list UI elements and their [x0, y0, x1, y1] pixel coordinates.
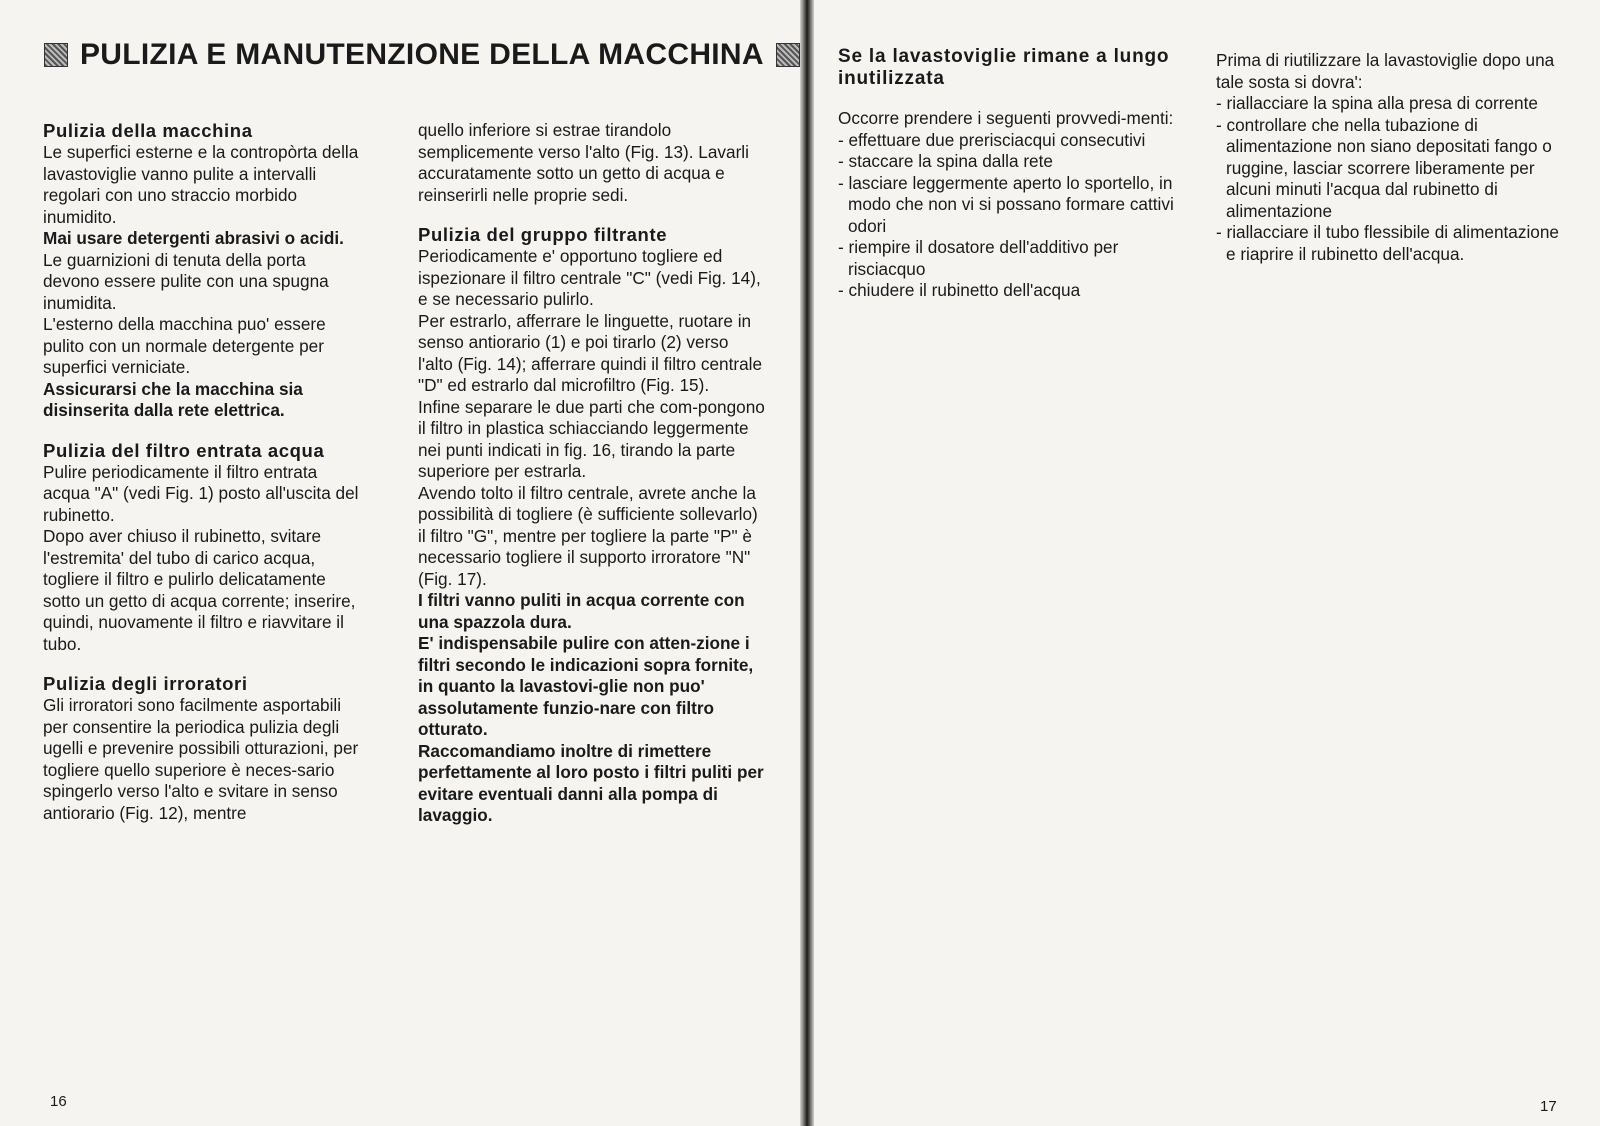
book-spine: [800, 0, 814, 1126]
left-column-2: [418, 120, 768, 827]
bold-paragraph: Raccomandiamo inoltre di rimettere perfettamente al loro posto i filtri puliti per evitare eventuali danni alla pompa di lavaggio.: [418, 740, 764, 825]
list: [838, 130, 1178, 302]
paragraph: Pulire periodicamente il filtro entrata acqua "A" (vedi Fig. 1) posto all'uscita del rubinetto.: [43, 461, 359, 525]
checkered-square-icon: [776, 43, 800, 67]
right-column-1: [838, 46, 1178, 302]
list-item: - controllare che nella tubazione di alimentazione non siano depositati fango o ruggine, lasciar scorrere liberamente per alcuni minuti l'acqua dal rubinetto di alimentazione: [1216, 115, 1561, 223]
bold-paragraph: I filtri vanno puliti in acqua corrente con una spazzola dura.: [418, 590, 745, 632]
paragraph: Occorre prendere i seguenti provvedi-menti:: [838, 108, 1174, 128]
page-number-right: 17: [1540, 1098, 1557, 1115]
paragraph: Per estrarlo, afferrare le linguette, ruotare in senso antiorario (1) e poi tirarlo (2) verso l'alto (Fig. 14); afferrare quindi il filtro centrale "D" ed estrarlo dal microfiltro (Fig. 15).: [418, 310, 763, 395]
paragraph: Prima di riutilizzare la lavastoviglie dopo una tale sosta si dovra':: [1216, 50, 1555, 92]
paragraph: Dopo aver chiuso il rubinetto, svitare l'estremita' del tubo di carico acqua, togliere il filtro e pulirlo delicatamente sotto un getto di acqua corrente; inserire, quindi, nuovamente il filtro e riavvitare il tubo.: [43, 526, 356, 654]
checkered-square-icon: [44, 43, 68, 67]
list: [1216, 93, 1561, 265]
list-item: - riempire il dosatore dell'additivo per risciacquo: [838, 237, 1178, 280]
paragraph: Infine separare le due parti che com-pongono il filtro in plastica schiacciando leggermente nei punti indicati in fig. 16, tirando la parte superiore per estrarla.: [418, 396, 765, 481]
paragraph: Le guarnizioni di tenuta della porta devono essere pulite con una spugna inumidita.: [43, 249, 329, 313]
page-number-left: 16: [50, 1093, 67, 1110]
paragraph: Gli irroratori sono facilmente asportabili per consentire la periodica pulizia degli ugelli e prevenire possibili otturazioni, per togliere quello superiore è neces-sario spingerlo verso l'alto e svitare in senso antiorario (Fig. 12), mentre: [43, 695, 359, 823]
bold-paragraph: E' indispensabile pulire con atten-zione i filtri secondo le indicazioni sopra fornite, in quanto la lavastovi-glie non puo' assolutamente funzio-nare con filtro otturato.: [418, 633, 754, 739]
heading-pulizia-macchina: Pulizia della macchina: [43, 120, 253, 141]
heading-gruppo-filtrante: Pulizia del gruppo filtrante: [418, 224, 668, 245]
left-column-1: [43, 120, 363, 824]
paragraph: Periodicamente e' opportuno togliere ed ispezionare il filtro centrale "C" (vedi Fig. 14), e se necessario pulirlo.: [418, 246, 761, 309]
list-item: - chiudere il rubinetto dell'acqua: [838, 280, 1178, 302]
heading-filtro-entrata: Pulizia del filtro entrata acqua: [43, 439, 325, 461]
page-title: [44, 38, 800, 72]
warning-text: Assicurarsi che la macchina sia disinserita dalla rete elettrica.: [43, 378, 303, 420]
list-item: - staccare la spina dalla rete: [838, 151, 1178, 173]
right-column-2: [1216, 50, 1561, 265]
heading-irroratori: Pulizia degli irroratori: [43, 673, 248, 694]
heading-inutilizzata: Se la lavastoviglie rimane a lungo inutilizzata: [838, 46, 1170, 89]
paragraph: Avendo tolto il filtro centrale, avrete anche la possibilità di togliere (è sufficiente sollevarlo) il filtro "G", mentre per togliere la parte "P" è necessario togliere il supporto irroratore "N" (Fig. 17).: [418, 482, 758, 589]
paragraph: Le superfici esterne e la contropòrta della lavastoviglie vanno pulite a intervalli regolari con uno straccio morbido inumidito.: [43, 142, 359, 227]
list-item: - riallacciare il tubo flessibile di alimentazione e riaprire il rubinetto dell'acqua.: [1216, 222, 1561, 265]
list-item: - effettuare due prerisciacqui consecutivi: [838, 130, 1178, 152]
list-item: - lasciare leggermente aperto lo sportello, in modo che non vi si possano formare cattivi odori: [838, 173, 1178, 238]
paragraph: quello inferiore si estrae tirandolo semplicemente verso l'alto (Fig. 13). Lavarli accuratamente sotto un getto di acqua e reinserirli nelle proprie sedi.: [418, 120, 749, 205]
list-item: - riallacciare la spina alla presa di corrente: [1216, 93, 1561, 115]
warning-text: Mai usare detergenti abrasivi o acidi.: [43, 228, 344, 248]
page-title-text: PULIZIA E MANUTENZIONE DELLA MACCHINA: [80, 38, 764, 71]
paragraph: L'esterno della macchina puo' essere pulito con un normale detergente per superfici verniciate.: [43, 314, 326, 377]
